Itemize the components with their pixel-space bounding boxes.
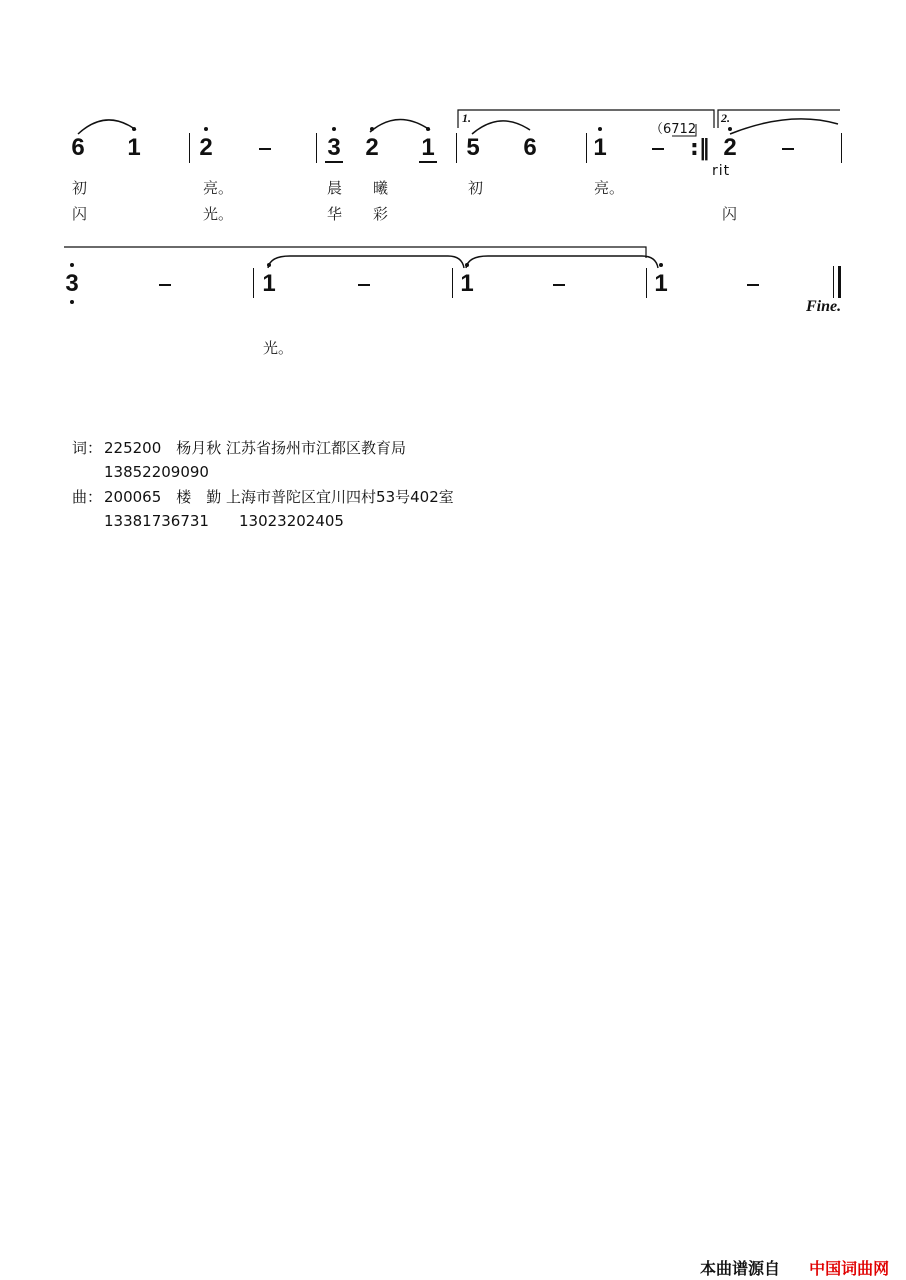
- lyric: 闪: [72, 205, 88, 223]
- lyric: 光。: [263, 339, 294, 357]
- note: 2: [719, 136, 741, 160]
- lyric: 曦: [373, 179, 389, 197]
- final-barline-thick: [838, 266, 841, 298]
- note: 3: [323, 136, 345, 160]
- slur-lines: [0, 230, 906, 290]
- slur-lines: [0, 0, 906, 200]
- dash: [652, 148, 664, 150]
- dash: [159, 284, 171, 286]
- composer-info: 200065 楼 勤 上海市普陀区宜川四村53号402室: [104, 488, 454, 506]
- dash: [358, 284, 370, 286]
- repeat-sign: :‖: [690, 136, 710, 161]
- source-label: 本曲谱源自: [700, 1259, 781, 1278]
- lyric: 晨: [327, 179, 343, 197]
- volta-2-label: 2.: [721, 111, 730, 125]
- note: 1: [123, 136, 145, 160]
- dash: [553, 284, 565, 286]
- note: 1: [258, 272, 280, 296]
- barline: [253, 268, 254, 298]
- barline: [452, 268, 453, 298]
- note: 1: [650, 272, 672, 296]
- site-name-link[interactable]: 中国词曲网: [809, 1259, 890, 1278]
- lyric: 初: [72, 179, 88, 197]
- dash: [747, 284, 759, 286]
- lyric: 闪: [722, 205, 738, 223]
- barline: [841, 133, 842, 163]
- note: 6: [71, 134, 85, 161]
- lyric: 华: [327, 205, 343, 223]
- final-barline-thin: [833, 266, 834, 298]
- barline: [586, 133, 587, 163]
- lyric: 亮。: [203, 179, 234, 197]
- lyricist-info: 225200 杨月秋 江苏省扬州市江都区教育局: [104, 439, 407, 457]
- lyric: 彩: [373, 205, 389, 223]
- barline: [316, 133, 317, 163]
- lyricist-label: 词：: [72, 439, 103, 457]
- composer-label: 曲：: [72, 488, 103, 506]
- note: 5: [466, 134, 480, 161]
- volta-1-label: 1.: [462, 111, 471, 125]
- barline: [646, 268, 647, 298]
- barline: [189, 133, 190, 163]
- dash: [259, 148, 271, 150]
- note: 3: [61, 272, 83, 296]
- note: 1: [456, 272, 478, 296]
- barline: [456, 133, 457, 163]
- lyric: 初: [468, 179, 484, 197]
- note: 6: [523, 134, 537, 161]
- composer-phones: 13381736731 13023202405: [104, 512, 344, 530]
- lyric: 光。: [203, 205, 234, 223]
- note: 2: [195, 136, 217, 160]
- note: 2: [361, 136, 383, 160]
- fine-marking: Fine.: [806, 298, 842, 315]
- lyric: 亮。: [594, 179, 625, 197]
- grace-notes: （6712: [650, 122, 697, 137]
- rit-marking: rit: [712, 163, 731, 179]
- note: 1: [589, 136, 611, 160]
- source-footer: [700, 1256, 889, 1279]
- note: 1: [417, 136, 439, 160]
- dash: [782, 148, 794, 150]
- lyricist-phone: 13852209090: [104, 463, 209, 481]
